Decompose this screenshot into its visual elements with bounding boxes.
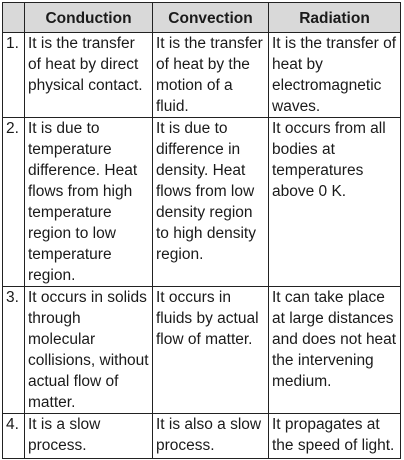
conduction-cell: It is a slow process. — [25, 414, 153, 459]
header-conduction: Conduction — [25, 3, 153, 33]
radiation-cell: It can take place at large distances and does not heat the intervening medium. — [269, 287, 401, 414]
convection-cell: It is due to difference in density. Heat flows from low density region to high density region. — [153, 118, 269, 287]
table-row — [3, 287, 401, 414]
comparison-table-container — [2, 2, 401, 459]
table-body — [3, 33, 401, 459]
table-row — [3, 33, 401, 118]
row-number: 1. — [3, 33, 25, 118]
header-convection: Convection — [153, 3, 269, 33]
convection-cell: It is also a slow process. — [153, 414, 269, 459]
row-number: 2. — [3, 118, 25, 287]
table-row — [3, 414, 401, 459]
header-radiation: Radiation — [269, 3, 401, 33]
conduction-cell: It is the transfer of heat by direct physical contact. — [25, 33, 153, 118]
radiation-cell: It occurs from all bodies at temperatures above 0 K. — [269, 118, 401, 287]
radiation-cell: It propagates at the speed of light. — [269, 414, 401, 459]
convection-cell: It occurs in fluids by actual flow of matter. — [153, 287, 269, 414]
conduction-cell: It occurs in solids through molecular collisions, without actual flow of matter. — [25, 287, 153, 414]
table-header — [3, 3, 401, 33]
row-number: 3. — [3, 287, 25, 414]
heat-transfer-comparison-table — [2, 2, 401, 459]
header-number — [3, 3, 25, 33]
table-row — [3, 118, 401, 287]
conduction-cell: It is due to temperature difference. Heat flows from high temperature region to low temperature region. — [25, 118, 153, 287]
header-row — [3, 3, 401, 33]
convection-cell: It is the transfer of heat by the motion of a fluid. — [153, 33, 269, 118]
radiation-cell: It is the transfer of heat by electromagnetic waves. — [269, 33, 401, 118]
row-number: 4. — [3, 414, 25, 459]
